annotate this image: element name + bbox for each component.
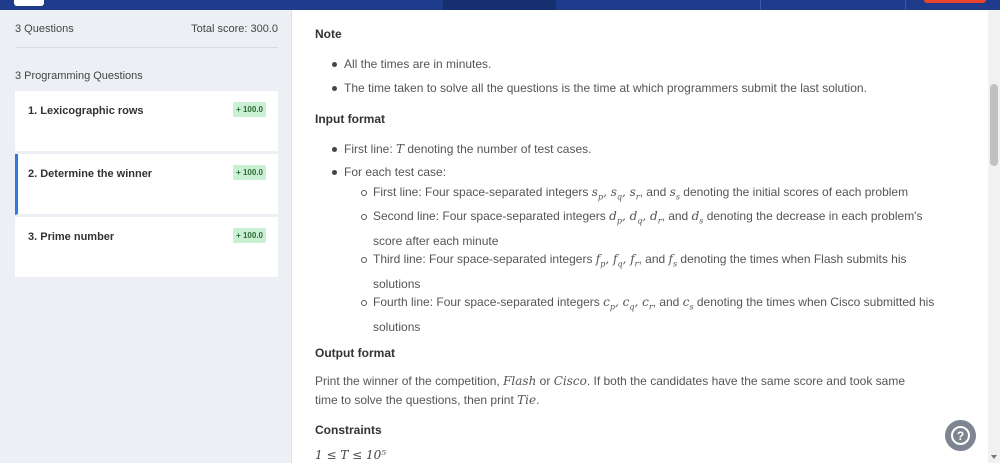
question-item-determine-the-winner[interactable] <box>15 154 278 215</box>
scroll-down-icon[interactable] <box>991 455 997 459</box>
input-first-line: First line: T denoting the number of test cases. <box>344 139 591 159</box>
score-badge: + 100.0 <box>233 102 266 117</box>
score-badge: + 100.0 <box>233 165 266 180</box>
section-label: 3 Programming Questions <box>15 70 143 82</box>
test-case-line-3: Third line: Four space-separated integers $f_p$, $f_q$, $f_r$, and $f_s$ denoting the times when Flash submits his solutions <box>373 249 907 294</box>
submit-button[interactable] <box>924 0 986 3</box>
note-item: The time taken to solve all the questions is the time at which programmers submit the last solution. <box>344 78 867 98</box>
score-badge: + 100.0 <box>233 228 266 243</box>
nav-divider <box>905 0 906 10</box>
note-item: All the times are in minutes. <box>344 54 491 74</box>
note-heading: Note <box>315 27 342 41</box>
question-title: 3. Prime number <box>28 231 115 243</box>
constraints-heading: Constraints <box>315 423 382 437</box>
input-each-test-case: For each test case: <box>344 162 446 182</box>
test-case-line-2: Second line: Four space-separated integers $d_p$, $d_q$, $d_r$, and $d_s$ denoting the decrease in each problem's score after each minute <box>373 206 922 251</box>
test-case-line-4: Fourth line: Four space-separated integers $c_p$, $c_q$, $c_r$, and $c_s$ denoting the times when Cisco submitted his solutions <box>373 292 934 337</box>
question-count: 3 Questions <box>15 22 74 35</box>
question-mark-icon: ? <box>951 426 970 445</box>
question-title: 2. Determine the winner <box>28 168 153 180</box>
question-item-prime-number[interactable] <box>15 217 278 278</box>
total-score: Total score: 300.0 <box>191 22 278 35</box>
content-scrollbar[interactable] <box>988 10 1000 463</box>
menu-icon[interactable] <box>14 0 44 6</box>
problem-statement <box>292 10 988 463</box>
question-title: 1. Lexicographic rows <box>28 105 144 117</box>
question-item-lexicographic-rows[interactable] <box>15 91 278 152</box>
input-format-heading: Input format <box>315 112 385 126</box>
top-navigation-bar <box>0 0 1000 10</box>
nav-divider <box>760 0 761 10</box>
test-case-line-1: First line: Four space-separated integers $s_p$, $s_q$, $s_r$, and $s_s$ denoting the initial scores of each problem <box>373 182 908 207</box>
constraint-line: 1 ≤ T ≤ 10⁵ <box>315 448 387 462</box>
question-sidebar <box>0 10 292 463</box>
questions-summary <box>15 20 278 48</box>
output-description: Print the winner of the competition, Flash or Cisco. If both the candidates have the same score and took same time to solve the questions, then print Tie. <box>315 374 906 407</box>
scrollbar-thumb[interactable] <box>990 84 998 166</box>
help-button[interactable] <box>945 420 976 451</box>
active-nav-tab[interactable] <box>443 0 556 10</box>
output-format-heading: Output format <box>315 346 395 360</box>
